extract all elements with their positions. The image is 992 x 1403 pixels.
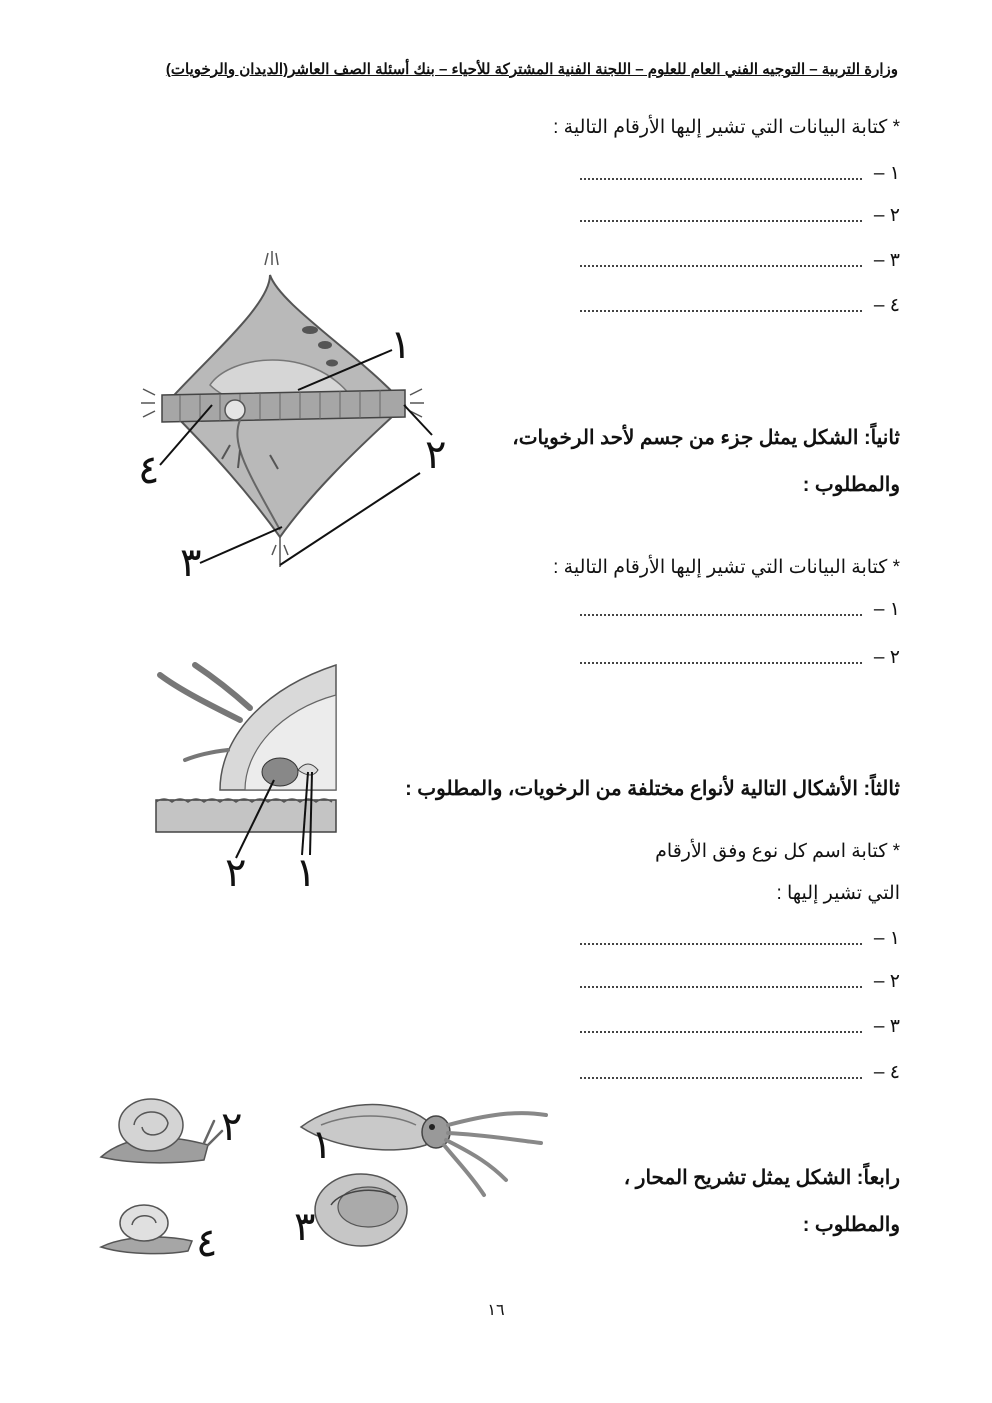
answer-line[interactable] [578, 970, 900, 992]
dotted-line [580, 662, 862, 664]
mollusks-figure [96, 1085, 556, 1265]
dotted-line [580, 265, 862, 267]
mollusks-drawing [96, 1085, 556, 1265]
answer-line[interactable] [578, 204, 900, 226]
figure-label: ٣ [180, 540, 202, 586]
answer-number: ٢ – [873, 647, 900, 668]
dotted-line [580, 614, 862, 616]
dotted-line [580, 310, 862, 312]
dotted-line [580, 178, 862, 180]
dotted-line [580, 220, 862, 222]
figure-label: ٤ [196, 1220, 218, 1266]
instruction-text: * كتابة البيانات التي تشير إليها الأرقام التالية : [553, 557, 900, 578]
figure-label: ٢ [425, 432, 447, 478]
answer-line[interactable] [578, 294, 900, 316]
figure-label: ١ [295, 850, 317, 896]
snail-foot-drawing [150, 660, 350, 890]
answer-line[interactable] [578, 162, 900, 184]
section-2-subtitle: والمطلوب : [802, 474, 900, 496]
page-number: ١٦ [487, 1302, 505, 1319]
dotted-line [580, 1077, 862, 1079]
answer-number: ٢ – [873, 205, 900, 226]
answer-number: ٣ – [873, 250, 900, 271]
page-header: وزارة التربية – التوجيه الفني العام للعلوم – اللجنة الفنية المشتركة للأحياء – بنك أسئلة الصف العاشر(الديدان والرخويات) [165, 61, 898, 78]
answer-line[interactable] [578, 1061, 900, 1083]
figure-label: ٢ [225, 850, 247, 896]
answer-line[interactable] [578, 646, 900, 668]
section-3-title: ثالثاً: الأشكال التالية لأنواع مختلفة من الرخويات، والمطلوب : [405, 778, 900, 800]
answer-number: ٣ – [873, 1016, 900, 1037]
small-snail-illustration [101, 1205, 192, 1254]
answer-number: ١ – [873, 163, 900, 184]
instruction-text: * كتابة اسم كل نوع وفق الأرقام [655, 841, 900, 862]
dotted-line [580, 1031, 862, 1033]
snail-foot-figure [150, 660, 350, 896]
answer-number: ١ – [873, 599, 900, 620]
dotted-line [580, 986, 862, 988]
answer-line[interactable] [578, 927, 900, 949]
instruction-text: التي تشير إليها : [776, 883, 900, 904]
section-4-subtitle: والمطلوب : [802, 1214, 900, 1236]
figure-label: ٤ [138, 447, 160, 493]
section-2-title: ثانياً: الشكل يمثل جزء من جسم لأحد الرخويات، [512, 427, 900, 449]
trochophore-drawing [120, 245, 460, 585]
answer-number: ٤ – [873, 295, 900, 316]
answer-line[interactable] [578, 249, 900, 271]
figure-label: ١ [311, 1122, 333, 1168]
answer-number: ١ – [873, 928, 900, 949]
answer-number: ٤ – [873, 1062, 900, 1083]
snail-illustration [101, 1099, 222, 1163]
figure-label: ٢ [221, 1104, 243, 1150]
figure-label: ١ [390, 322, 412, 368]
answer-line[interactable] [578, 1015, 900, 1037]
dotted-line [580, 943, 862, 945]
trochophore-figure [120, 245, 460, 585]
figure-label: ٣ [294, 1204, 316, 1250]
instruction-text: * كتابة البيانات التي تشير إليها الأرقام التالية : [553, 117, 900, 138]
bivalve-illustration [315, 1174, 407, 1246]
section-4-title: رابعاً: الشكل يمثل تشريح المحار ، [623, 1167, 900, 1189]
answer-line[interactable] [578, 598, 900, 620]
answer-number: ٢ – [873, 971, 900, 992]
